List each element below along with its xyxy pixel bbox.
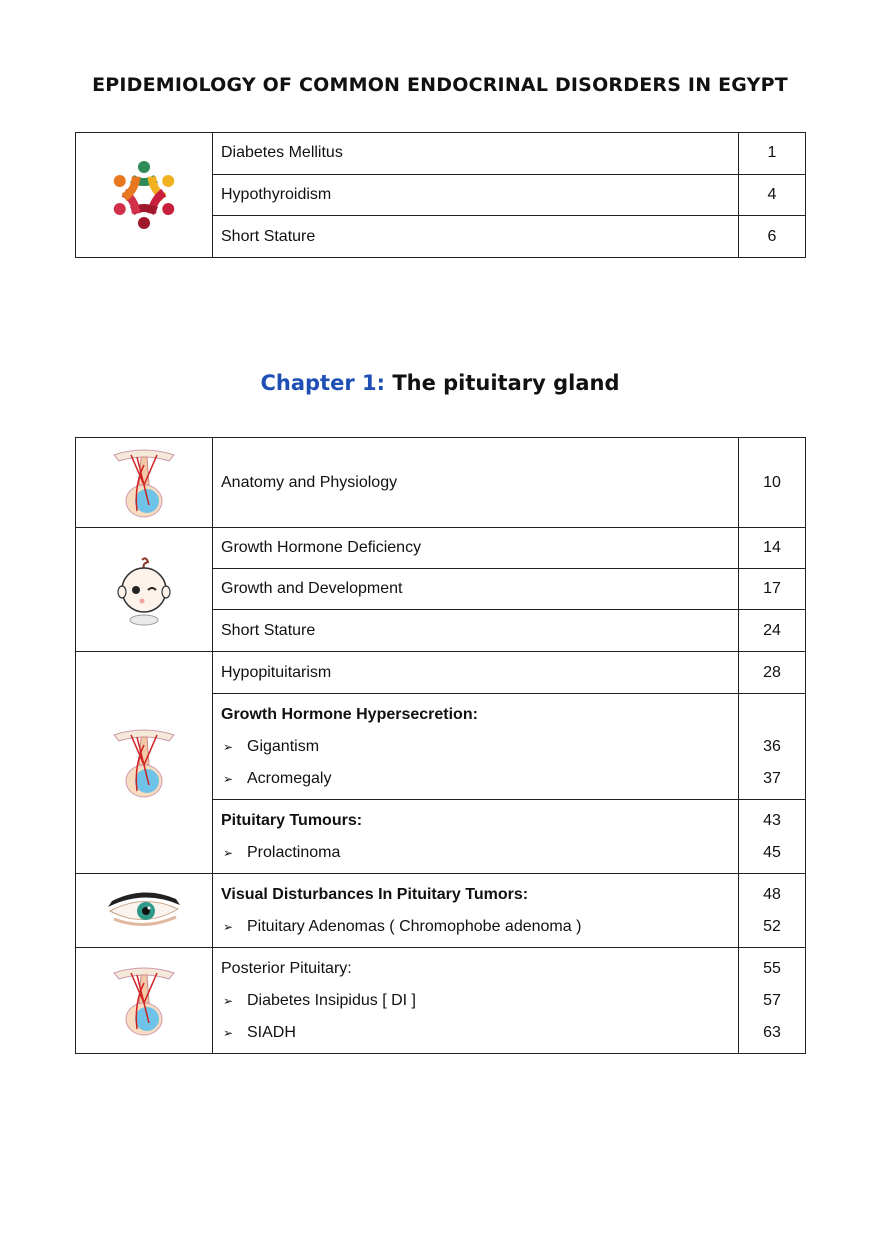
toc-sub-entry — [221, 1017, 738, 1049]
toc-entry-page: 45 — [763, 843, 781, 861]
toc-section-heading: Visual Disturbances In Pituitary Tumors: — [221, 885, 529, 903]
toc-entry-page: 55 — [763, 959, 781, 977]
table-row — [76, 948, 806, 1054]
toc-entry-page: 63 — [763, 1023, 781, 1041]
toc-section-heading: Pituitary Tumours: — [221, 811, 363, 829]
pituitary-gland-icon — [76, 438, 213, 528]
toc-sub-entry-label: SIADH — [247, 1023, 296, 1041]
toc-entry-label: Short Stature — [213, 216, 739, 258]
toc-entry-page: 57 — [763, 991, 781, 1009]
toc-sub-entry-label: Gigantism — [247, 737, 320, 755]
chapter-number: Chapter 1: — [260, 371, 385, 395]
toc-sub-entry-label: Diabetes Insipidus [ DI ] — [247, 991, 416, 1009]
toc-entry-page: 36 — [763, 737, 781, 755]
toc-entry-label: Short Stature — [213, 610, 739, 652]
toc-section-heading: Posterior Pituitary: — [221, 959, 352, 977]
toc-sub-entry — [221, 763, 738, 795]
toc-entry-group — [213, 694, 739, 800]
toc-entry-label: Anatomy and Physiology — [213, 438, 739, 528]
toc-sub-entry — [221, 731, 738, 763]
toc-entry-label: Hypopituitarism — [213, 652, 739, 694]
toc-sub-entry-label: Pituitary Adenomas ( Chromophobe adenoma ) — [247, 917, 582, 935]
bullet-arrow-icon: ➢ — [223, 1025, 234, 1040]
toc-entry-pages — [739, 874, 806, 948]
chapter-name: The pituitary gland — [392, 371, 620, 395]
baby-face-icon — [76, 528, 213, 652]
toc-entry-page: 14 — [739, 528, 806, 569]
pituitary-gland-icon — [76, 652, 213, 874]
toc-entry-group — [213, 948, 739, 1054]
bullet-arrow-icon: ➢ — [223, 771, 234, 786]
toc-entry-page: 10 — [739, 438, 806, 528]
chapter-table — [75, 437, 806, 1054]
toc-entry-label: Hypothyroidism — [213, 174, 739, 216]
toc-sub-entry-label: Acromegaly — [247, 769, 332, 787]
toc-entry-page: 28 — [739, 652, 806, 694]
toc-entry-page: 24 — [739, 610, 806, 652]
toc-entry-page: 43 — [763, 811, 781, 829]
toc-section-heading: Growth Hormone Hypersecretion: — [221, 705, 478, 723]
chapter-title — [0, 371, 880, 395]
bullet-arrow-icon: ➢ — [223, 993, 234, 1008]
toc-entry-label: Growth Hormone Deficiency — [213, 528, 739, 569]
toc-entry-label: Growth and Development — [213, 569, 739, 610]
toc-entry-pages — [739, 694, 806, 800]
toc-entry-page: 1 — [739, 133, 806, 175]
toc-entry-group — [213, 874, 739, 948]
toc-entry-page: 6 — [739, 216, 806, 258]
pituitary-gland-icon — [76, 948, 213, 1054]
page-title: EPIDEMIOLOGY OF COMMON ENDOCRINAL DISORDERS IN EGYPT — [92, 74, 788, 96]
toc-entry-page: 17 — [739, 569, 806, 610]
eye-icon — [76, 874, 213, 948]
table-row — [76, 652, 806, 694]
toc-entry-pages — [739, 948, 806, 1054]
toc-entry-page: 4 — [739, 174, 806, 216]
people-circle-icon — [76, 133, 213, 258]
toc-sub-entry — [221, 837, 738, 869]
toc-sub-entry — [221, 985, 738, 1017]
toc-sub-entry-label: Prolactinoma — [247, 843, 341, 861]
table-row — [76, 438, 806, 528]
bullet-arrow-icon: ➢ — [223, 845, 234, 860]
toc-entry-pages — [739, 800, 806, 874]
toc-entry-group — [213, 800, 739, 874]
toc-entry-page: 52 — [763, 917, 781, 935]
toc-sub-entry — [221, 911, 738, 943]
toc-entry-page: 48 — [763, 885, 781, 903]
bullet-arrow-icon: ➢ — [223, 919, 234, 934]
table-row — [76, 133, 806, 175]
table-row — [76, 528, 806, 569]
toc-entry-page: 37 — [763, 769, 781, 787]
toc-entry-label: Diabetes Mellitus — [213, 133, 739, 175]
bullet-arrow-icon: ➢ — [223, 739, 234, 754]
epidemiology-table — [75, 132, 806, 258]
table-row — [76, 874, 806, 948]
